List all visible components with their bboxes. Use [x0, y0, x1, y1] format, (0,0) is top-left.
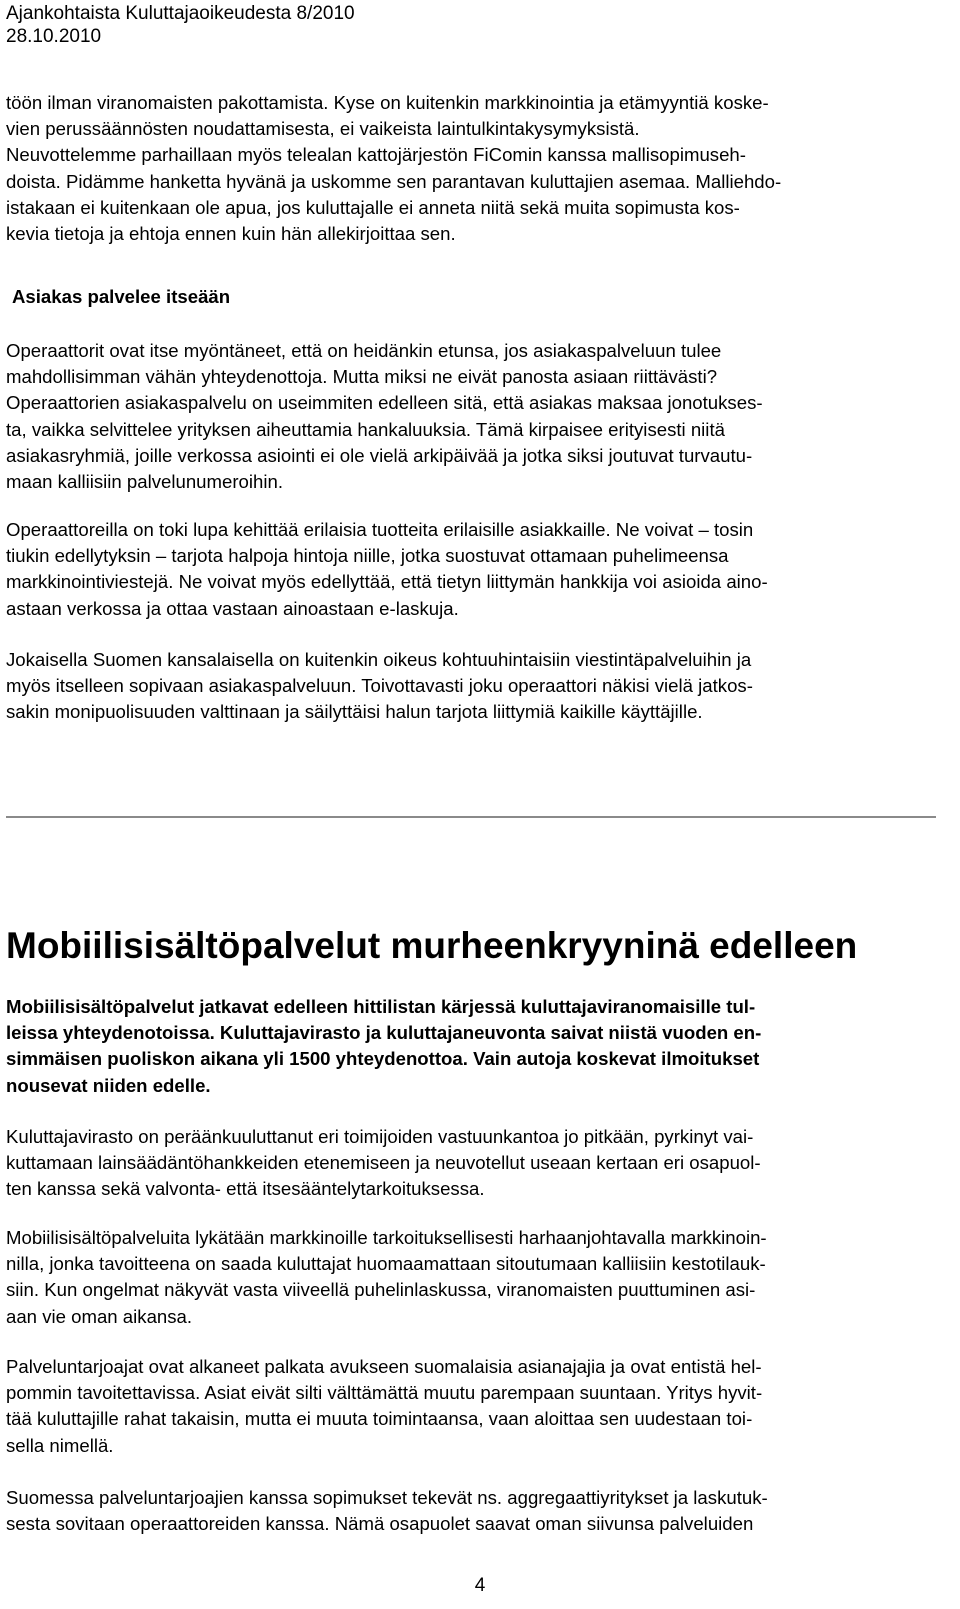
text-line: Mobiilisisältöpalvelut jatkavat edelleen hittilistan kärjessä kuluttajaviranomaisille tul-	[6, 996, 756, 1017]
subheading-text: Asiakas palvelee itseään	[12, 286, 231, 307]
text-line: mahdollisimman vähän yhteydenottoja. Mutta miksi ne eivät panosta asiaan riittävästi?	[6, 366, 718, 388]
header-date: 28.10.2010	[6, 26, 102, 47]
header-title: Ajankohtaista Kuluttajaoikeudesta 8/2010	[6, 3, 355, 24]
text-line: asiakasryhmiä, joille verkossa asiointi ei ole vielä arkipäivää ja jotka siksi joutuvat turvautu-	[6, 444, 753, 466]
text-line: aan vie oman aikansa.	[6, 1305, 193, 1327]
paragraph-2	[6, 517, 936, 622]
text-line: nousevat niiden edelle.	[6, 1074, 211, 1096]
text-line: leissa yhteydenotoissa. Kuluttajavirasto ja kuluttajaneuvonta saivat niistä vuoden en-	[6, 1022, 762, 1044]
text-line: doista. Pidämme hanketta hyvänä ja uskomme sen parantavan kuluttajien asemaa. Malliehdo-	[6, 170, 782, 192]
article-lead	[6, 994, 936, 1099]
text-line: nilla, jonka tavoitteena on saada kuluttajat huomaamattaan sitoutumaan kalliisiin kestotilauk-	[6, 1253, 766, 1275]
text-line: maan kalliisiin palvelunumeroihin.	[6, 471, 283, 493]
text-line: Kuluttajavirasto on peräänkuuluttanut eri toimijoiden vastuunkantoa jo pitkään, pyrkinyt vai-	[6, 1126, 754, 1147]
text-line: tää kuluttajille rahat takaisin, mutta ei muuta toimintaansa, vaan aloittaa sen uudestaan toi-	[6, 1408, 753, 1430]
text-line: kuttamaan lainsäädäntöhankkeiden etenemiseen ja neuvotellut useaan kertaan eri osapuol-	[6, 1152, 761, 1174]
text-line: pommin tavoitettavissa. Asiat eivät silti välttämättä muutu parempaan suuntaan. Yritys hyvit-	[6, 1382, 763, 1404]
text-line: töön ilman viranomaisten pakottamista. Kyse on kuitenkin markkinointia ja etämyyntiä koske-	[6, 92, 769, 113]
article-title: Mobiilisisältöpalvelut murheenkryyninä edelleen	[6, 925, 858, 966]
text-line: ten kanssa sekä valvonta- että itsesääntelytarkoituksessa.	[6, 1178, 485, 1200]
text-line: sakin monipuolisuuden valttinaan ja säilyttäisi halun tarjota liittymiä kaikille käyttäjille.	[6, 701, 703, 723]
text-line: Suomessa palveluntarjoajien kanssa sopimukset tekevät ns. aggregaattiyritykset ja laskutuk-	[6, 1487, 768, 1508]
paragraph-1	[6, 338, 936, 495]
paragraph-5	[6, 1225, 936, 1330]
intro-paragraph	[6, 90, 936, 247]
text-line: Operaattorit ovat itse myöntäneet, että on heidänkin etunsa, jos asiakaspalveluun tulee	[6, 340, 722, 361]
text-line: Operaattoreilla on toki lupa kehittää erilaisia tuotteita erilaisille asiakkaille. Ne voivat – tosin	[6, 519, 754, 540]
text-line: astaan verkossa ja ottaa vastaan ainoastaan e-laskuja.	[6, 597, 459, 619]
page-number: 4	[474, 1575, 486, 1596]
paragraph-7	[6, 1485, 936, 1537]
text-line: simmäisen puoliskon aikana yli 1500 yhteydenottoa. Vain autoja koskevat ilmoitukset	[6, 1048, 760, 1070]
text-line: tiukin edellytyksin – tarjota halpoja hintoja niille, jotka suostuvat ottamaan puhelimeensa	[6, 545, 729, 567]
text-line: siin. Kun ongelmat näkyvät vasta viiveellä puhelinlaskussa, viranomaisten puuttuminen asi-	[6, 1279, 756, 1301]
text-line: Operaattorien asiakaspalvelu on useimmiten edelleen sitä, että asiakas maksaa jonotukses-	[6, 392, 763, 414]
paragraph-3	[6, 647, 936, 726]
paragraph-6	[6, 1354, 936, 1459]
text-line: Neuvottelemme parhaillaan myös telealan kattojärjestön FiComin kanssa mallisopimuseh-	[6, 144, 746, 166]
text-line: Palveluntarjoajat ovat alkaneet palkata avukseen suomalaisia asianajajia ja ovat entistä hel-	[6, 1356, 762, 1377]
text-line: ta, vaikka selvittelee yrityksen aiheuttamia hankaluuksia. Tämä kirpaisee erityisesti niitä	[6, 418, 725, 440]
text-line: sesta sovitaan operaattoreiden kanssa. Nämä osapuolet saavat oman siivunsa palveluiden	[6, 1513, 754, 1535]
text-line: vien perussäännösten noudattamisesta, ei vaikeista laintulkintakysymyksistä.	[6, 118, 640, 140]
text-line: myös itselleen sopivaan asiakaspalveluun. Toivottavasti joku operaattori näkisi vielä jatkos-	[6, 675, 753, 697]
text-line: Mobiilisisältöpalveluita lykätään markkinoille tarkoituksellisesti harhaanjohtavalla markkinoin-	[6, 1227, 767, 1248]
paragraph-4	[6, 1124, 936, 1203]
text-line: markkinointiviestejä. Ne voivat myös edellyttää, että tietyn liittymän hankkija voi asioida aino-	[6, 571, 768, 593]
text-line: kevia tietoja ja ehtoja ennen kuin hän allekirjoittaa sen.	[6, 223, 456, 245]
section-subheading	[12, 284, 942, 310]
section-divider	[6, 816, 936, 818]
page-header	[6, 2, 355, 48]
text-line: Jokaisella Suomen kansalaisella on kuitenkin oikeus kohtuuhintaisiin viestintäpalveluihin ja	[6, 649, 752, 670]
text-line: istakaan ei kuitenkaan ole apua, jos kuluttajalle ei anneta niitä sekä muita sopimusta kos-	[6, 196, 740, 218]
text-line: sella nimellä.	[6, 1434, 114, 1456]
